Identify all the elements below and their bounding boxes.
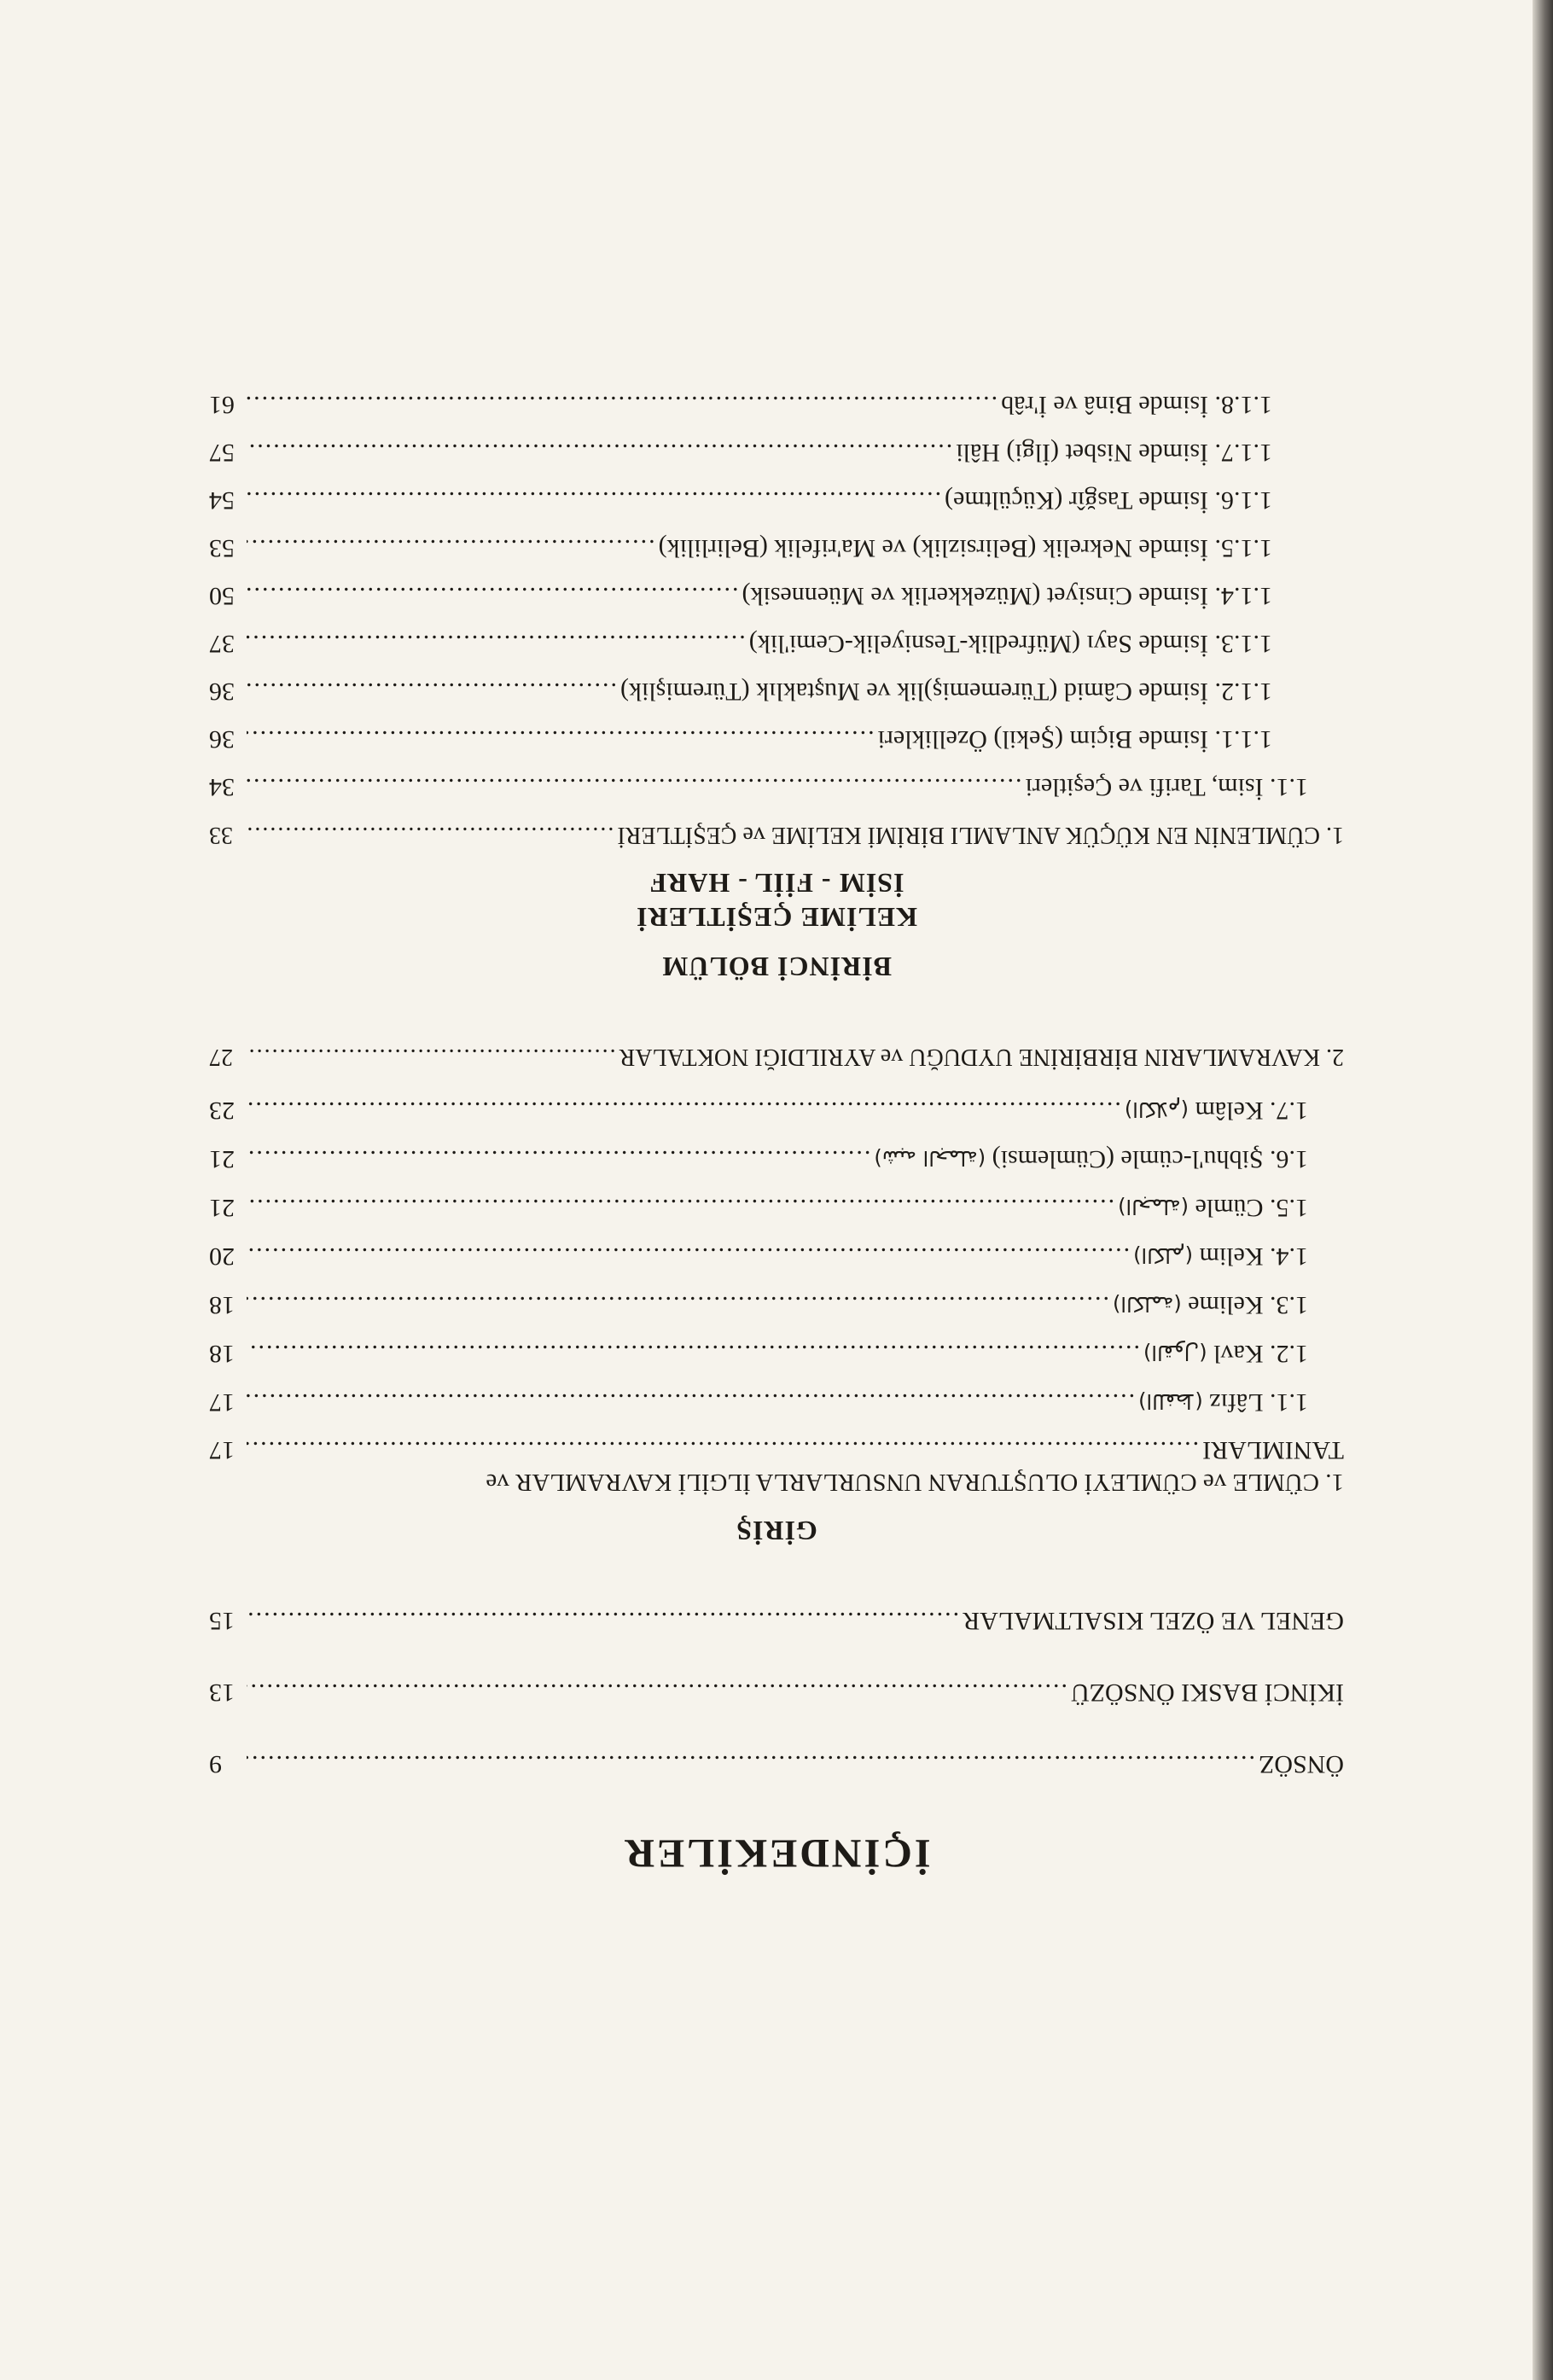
arabic-term: (الكلمة) [1113, 1292, 1182, 1316]
entry-text: 1.6. Şibhu'l-cümle (Cümlemsi) [992, 1145, 1308, 1173]
entry-page: 34 [209, 773, 235, 801]
entry-page: 13 [209, 1679, 235, 1707]
entry-text: 1.1. Lâfız [1209, 1388, 1308, 1417]
entry-label [1133, 1239, 1308, 1272]
entry-page: 53 [209, 534, 235, 562]
dot-leader [247, 1040, 616, 1073]
entry-label [1113, 1288, 1308, 1321]
entry-page: 17 [209, 1388, 235, 1417]
toc-entry-onsoz [209, 1748, 1344, 1780]
dot-leader [247, 1191, 1114, 1224]
toc-entry-bolum1-1-1 [209, 771, 1344, 803]
entry-label: 1.1.6. İsimde Tasğîr (Küçültme) [945, 486, 1272, 515]
toc-entry-1-1 [209, 1385, 1344, 1418]
dot-leader [247, 1386, 1135, 1418]
entry-label: ÖNSÖZ [1258, 1750, 1344, 1778]
dot-leader [247, 1604, 959, 1637]
entry-label: 1.1.3. İsimde Sayı (Müfredlik-Tesniyelik-Cemi'lik) [748, 630, 1272, 658]
entry-page: 33 [209, 822, 233, 848]
dot-leader [247, 1337, 1140, 1370]
entry-line2 [209, 1434, 1344, 1466]
dot-leader [247, 579, 738, 612]
section-heading-birinci-bolum: BİRİNCİ BÖLÜM [661, 951, 892, 982]
entry-page: 27 [209, 1044, 233, 1070]
entry-label: 1.1.1. İsimde Biçim (Şekil) Özellikleri [877, 725, 1272, 754]
section-subheading-isim-fiil-harf: İSİM - FİİL - HARF [649, 868, 904, 899]
entry-label [1118, 1190, 1308, 1224]
entry-label: 1.1.7. İsimde Nisbet (İlgi) Hâli [956, 439, 1272, 467]
entry-page: 36 [209, 725, 235, 754]
toc-entry-1-1-5 [209, 532, 1344, 564]
entry-page: 50 [209, 582, 235, 610]
entry-label: 2. KAVRAMLARIN BİRBİRİNE UYDUĞU ve AYRILDIĞI NOKTALAR [619, 1044, 1344, 1070]
dot-leader [247, 771, 1022, 803]
entry-text: 1.2. Kavl [1213, 1340, 1308, 1368]
entry-label [1138, 1385, 1308, 1418]
dot-leader [247, 723, 875, 755]
section-heading-giris: GİRİŞ [736, 1516, 817, 1546]
dot-leader [247, 1748, 1255, 1780]
entry-label [874, 1142, 1308, 1175]
dot-leader [247, 484, 941, 516]
dot-leader [247, 388, 998, 421]
entry-label: 1.1.5. İsimde Nekrelik (Belirsizlik) ve Ma'rifelik (Belirlilik) [658, 534, 1272, 562]
entry-label: 1.1.2. İsimde Câmid (Türememiş)lik ve Muştaklık (Türemişlik) [619, 678, 1272, 706]
entry-page: 18 [209, 1291, 235, 1319]
arabic-term: (شبه الجملة) [874, 1146, 986, 1170]
toc-entry-1-7 [209, 1093, 1344, 1126]
dot-leader [247, 1240, 1130, 1272]
entry-page: 17 [209, 1436, 235, 1464]
arabic-term: (الجملة) [1118, 1195, 1189, 1219]
entry-label-line1: 1. CÜMLE ve CÜMLEYİ OLUŞTURAN UNSURLARLA İLGİLİ KAVRAMLAR ve [486, 1469, 1344, 1496]
arabic-term: (القول) [1143, 1341, 1207, 1365]
entry-label: 1.1. İsim, Tarifi ve Çeşitleri [1025, 773, 1308, 801]
dot-leader [247, 532, 655, 564]
toc-entry-kisaltmalar [209, 1604, 1344, 1637]
dot-leader [247, 1094, 1121, 1126]
toc-entry-bolum1-1 [209, 818, 1344, 851]
entry-page: 21 [209, 1194, 235, 1222]
dot-leader [247, 1434, 1199, 1466]
entry-page: 54 [209, 486, 235, 515]
section-subheading-kelime: KELİME ÇEŞİTLERİ [636, 902, 917, 933]
entry-page: 37 [209, 630, 235, 658]
entry-label: 1.1.4. İsimde Cinsiyet (Müzekkerlik ve Müennesik) [742, 582, 1272, 610]
toc-entry-1-1-2 [209, 675, 1344, 707]
entry-page: 20 [209, 1242, 235, 1271]
toc-entry-giris-2 [209, 1040, 1344, 1073]
entry-label-line2: TANIMLARI [1202, 1436, 1344, 1464]
entry-page: 15 [209, 1607, 235, 1635]
entry-page: 36 [209, 678, 235, 706]
table-of-contents [209, 388, 1344, 1877]
entry-page: 57 [209, 439, 235, 467]
entry-label: 1.1.8. İsimde Binâ ve İ'râb [1001, 391, 1272, 419]
toc-title: İÇİNDEKİLER [622, 1830, 931, 1876]
entry-page: 61 [209, 391, 235, 419]
toc-entry-giris-1 [209, 1434, 1344, 1498]
dot-leader [247, 675, 617, 707]
toc-entry-1-5 [209, 1190, 1344, 1224]
dot-leader [247, 436, 952, 468]
toc-entry-1-1-3 [209, 627, 1344, 660]
arabic-term: (اللفظ) [1138, 1389, 1203, 1413]
toc-entry-1-1-7 [209, 436, 1344, 468]
toc-entry-1-6 [209, 1142, 1344, 1175]
toc-entry-1-1-4 [209, 579, 1344, 612]
dot-leader [247, 1676, 1067, 1708]
dot-leader [247, 627, 746, 660]
arabic-term: (الكلام) [1124, 1097, 1189, 1121]
entry-label [1143, 1336, 1308, 1370]
dot-leader [247, 818, 614, 851]
entry-text: 1.3. Kelime [1188, 1291, 1308, 1319]
entry-page: 23 [209, 1097, 235, 1125]
toc-entry-1-1-6 [209, 484, 1344, 516]
toc-entry-1-1-8 [209, 388, 1344, 421]
entry-text: 1.5. Cümle [1195, 1194, 1308, 1222]
entry-label: GENEL VE ÖZEL KISALTMALAR [963, 1607, 1344, 1635]
toc-entry-1-4 [209, 1239, 1344, 1272]
entry-label [1125, 1093, 1308, 1126]
toc-entry-1-3 [209, 1288, 1344, 1321]
dot-leader [247, 1289, 1109, 1321]
entry-label: İKİNCİ BASKI ÖNSÖZÜ [1071, 1679, 1344, 1707]
toc-entry-1-1-1 [209, 723, 1344, 755]
entry-page: 9 [209, 1750, 222, 1778]
arabic-term: (الكلم) [1133, 1243, 1193, 1267]
entry-page: 18 [209, 1340, 235, 1368]
toc-entry-ikinci-baski [209, 1676, 1344, 1708]
entry-text: 1.7. Kelâm [1195, 1097, 1308, 1125]
dot-leader [247, 1143, 870, 1175]
entry-page: 21 [209, 1145, 235, 1173]
entry-text: 1.4. Kelim [1199, 1242, 1308, 1271]
toc-entry-1-2 [209, 1336, 1344, 1370]
entry-label: 1. CÜMLENİN EN KÜÇÜK ANLAMLI BİRİMİ KELİME ve ÇEŞİTLERİ [617, 822, 1344, 848]
